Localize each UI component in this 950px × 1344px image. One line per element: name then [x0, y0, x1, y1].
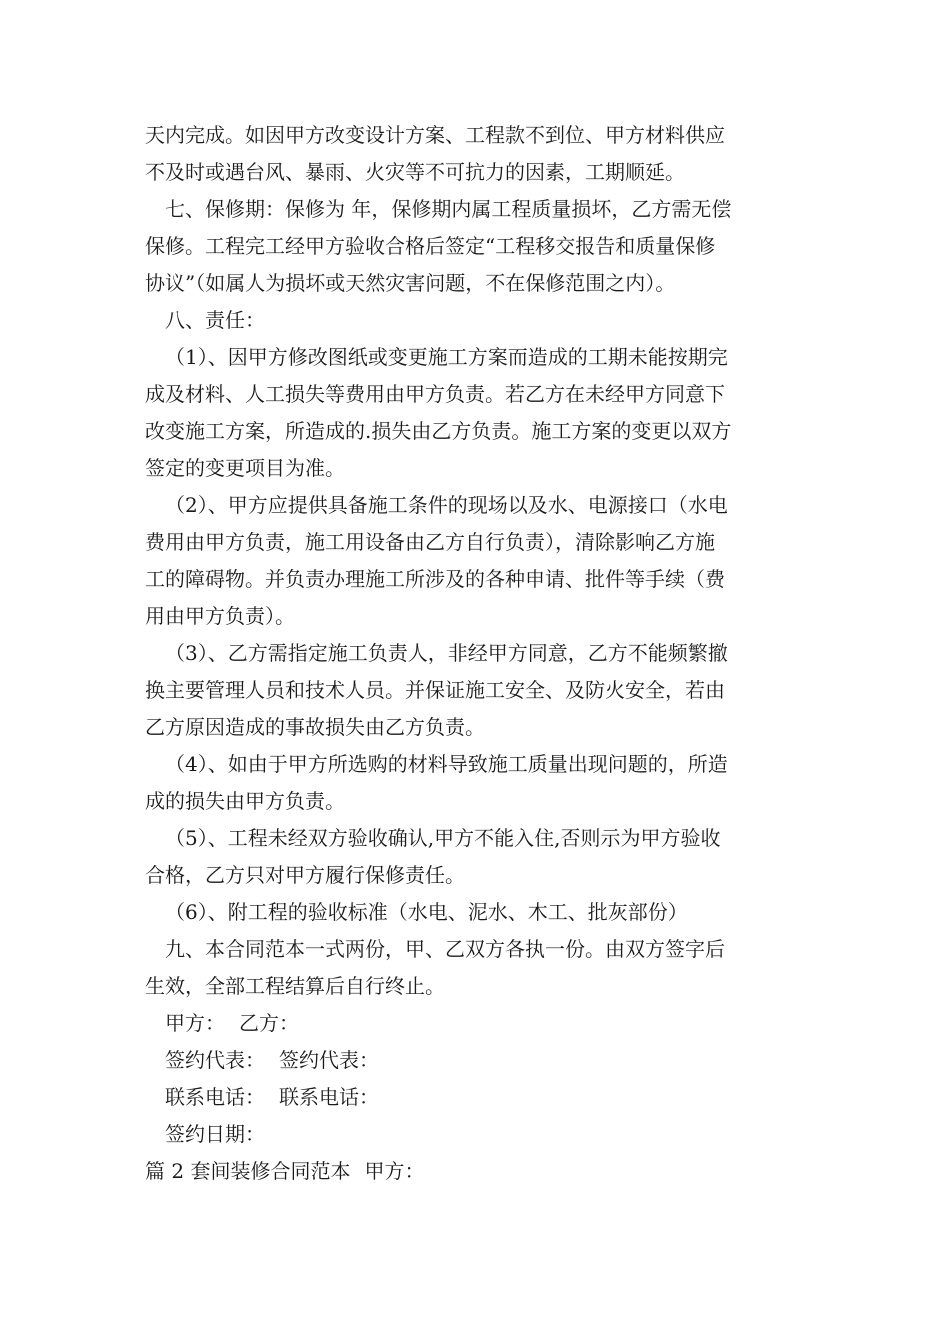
- rep-b-label: 签约代表：: [279, 1048, 379, 1072]
- paragraph-line: 天内完成。如因甲方改变设计方案、工程款不到位、甲方材料供应: [145, 123, 725, 147]
- next-section-party-a-label: 甲方：: [364, 1159, 425, 1183]
- signature-party-row: [145, 1005, 810, 1042]
- clause-4-line: （4）、如由于甲方所选购的材料导致施工质量出现问题的，所造: [165, 752, 728, 776]
- paragraph-line: 保修。工程完工经甲方验收合格后签定“工程移交报告和质量保修: [145, 234, 716, 258]
- paragraph-line: 费用由甲方负责，施工用设备由乙方自行负责），清除影响乙方施: [145, 530, 715, 554]
- paragraph-line: 工的障碍物。并负责办理施工所涉及的各种申请、批件等手续（费: [145, 567, 725, 591]
- clause-6-line: （6）、附工程的验收标准（水电、泥水、木工、批灰部份）: [165, 900, 688, 924]
- paragraph-line: 换主要管理人员和技术人员。并保证施工安全、及防火安全，若由: [145, 678, 725, 702]
- document-page: [145, 117, 810, 1190]
- paragraph-line: 合格，乙方只对甲方履行保修责任。: [145, 863, 465, 887]
- party-b-label: 乙方：: [239, 1011, 299, 1035]
- rep-a-label: 签约代表：: [165, 1048, 265, 1072]
- paragraph-line: 改变施工方案，所造成的.损失由乙方负责。施工方案的变更以双方: [145, 419, 732, 443]
- signature-rep-row: [145, 1042, 810, 1079]
- paragraph-line: 签定的变更项目为准。: [145, 456, 345, 480]
- paragraph-line: 用由甲方负责）。: [145, 604, 295, 628]
- clause-1-line: （1）、因甲方修改图纸或变更施工方案而造成的工期未能按期完: [165, 345, 728, 369]
- paragraph-line: 成的损失由甲方负责。: [145, 789, 345, 813]
- section-9-line: 九、本合同范本一式两份，甲、乙双方各执一份。由双方签字后: [165, 937, 725, 961]
- paragraph-line: 协议”（如属人为损坏或天然灾害问题，不在保修范围之内）。: [145, 271, 676, 295]
- section-8-heading: 八、责任：: [165, 308, 265, 332]
- paragraph-line: 成及材料、人工损失等费用由甲方负责。若乙方在未经甲方同意下: [145, 382, 725, 406]
- paragraph-line: 乙方原因造成的事故损失由乙方负责。: [145, 715, 485, 739]
- signature-phone-row: [145, 1079, 810, 1116]
- next-section-heading: [145, 1153, 810, 1190]
- paragraph-line: 生效，全部工程结算后自行终止。: [145, 974, 445, 998]
- date-label: 签约日期：: [165, 1122, 265, 1146]
- paragraph-line: 不及时或遇台风、暴雨、火灾等不可抗力的因素，工期顺延。: [145, 160, 685, 184]
- clause-5-line: （5）、工程未经双方验收确认,甲方不能入住,否则示为甲方验收: [165, 826, 721, 850]
- signature-date-row: [145, 1116, 810, 1153]
- phone-b-label: 联系电话：: [279, 1085, 379, 1109]
- clause-3-line: （3）、乙方需指定施工负责人，非经甲方同意，乙方不能频繁撤: [165, 641, 728, 665]
- section-7-warranty-line: 七、保修期：保修为 年，保修期内属工程质量损坏，乙方需无偿: [165, 197, 732, 221]
- next-section-title: 篇 2 套间装修合同范本: [145, 1159, 351, 1183]
- clause-2-line: （2）、甲方应提供具备施工条件的现场以及水、电源接口（水电: [165, 493, 728, 517]
- phone-a-label: 联系电话：: [165, 1085, 265, 1109]
- party-a-label: 甲方：: [165, 1011, 225, 1035]
